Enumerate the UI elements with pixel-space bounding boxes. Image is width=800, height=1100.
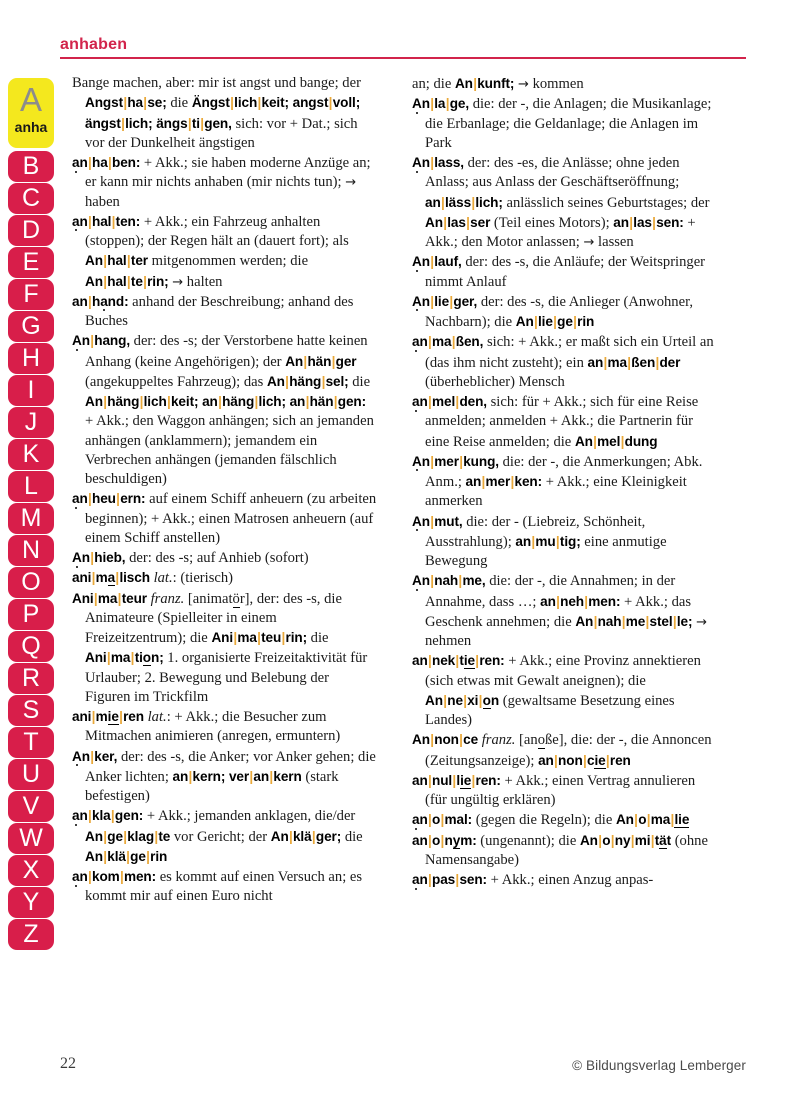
alphabet-tab-a[interactable] — [8, 78, 54, 148]
alphabet-tab-y[interactable] — [8, 887, 54, 918]
entry-anhang: An|hang, der: des -s; der Verstorbene hatte keinen Anhang (keine Angehörigen); der An|hän|ger (angekuppeltes Fahrzeug); das An|häng|sel; die An|häng|lich|keit; an|häng|lich; an|hän|gen: + Akk.; den Waggon anhängen; sich an jemanden anhängen (anklammern); jemandem ein Verbrechen anhängen (jemanden fälschlich beschuldigen) — [72, 333, 374, 487]
entry-anmelden: an|mel|den, sich: für + Akk.; sich für eine Reise anmelden; anmelden + Akk.; die Partnerin für eine Reise anmelden; die An|mel|dung — [412, 394, 699, 450]
entry-animalisch: ani|ma|lisch lat.: (tierisch) — [72, 570, 234, 587]
alphabet-tab-j[interactable] — [8, 407, 54, 438]
entry-anlage: An|la|ge, die: der -, die Anlagen; die Musikanlage; die Erbanlage; die Geldanlage; die Anlagen im Park — [412, 96, 712, 151]
alphabet-tab-sublabel: anha — [14, 119, 48, 135]
entry-animieren: ani|mie|ren lat.: + Akk.; die Besucher zum Mitmachen animieren (anregen, ermuntern) — [72, 709, 341, 745]
alphabet-tab-letter: G — [21, 312, 41, 340]
alphabet-tab-letter: D — [21, 216, 41, 244]
alphabet-tab-strip[interactable] — [8, 78, 54, 951]
dictionary-column-left — [72, 74, 377, 907]
alphabet-tab-q[interactable] — [8, 631, 54, 662]
page-number: 22 — [60, 1055, 76, 1072]
alphabet-tab-letter: T — [23, 728, 39, 756]
alphabet-tab-g[interactable] — [8, 311, 54, 342]
entry-continuation-angst: Bange machen, aber: mir ist angst und bange; der Angst|ha|se; die Ängst|lich|keit; angst|voll; ängst|lich; ängs|ti|gen, sich: vor + Dat.; sich vor der Dunkelheit ängstigen — [72, 75, 361, 151]
alphabet-tab-letter: R — [21, 664, 41, 692]
alphabet-tab-p[interactable] — [8, 599, 54, 630]
alphabet-tab-letter: Y — [22, 888, 40, 916]
alphabet-tab-w[interactable] — [8, 823, 54, 854]
alphabet-tab-letter: S — [22, 696, 40, 724]
entry-anomal: an|o|mal: (gegen die Regeln); die An|o|ma|lie — [412, 812, 690, 829]
entry-annullieren: an|nul|lie|ren: + Akk.; einen Vertrag annulieren (für ungültig erklären) — [412, 772, 696, 808]
entry-anmerkung: An|mer|kung, die: der -, die Anmerkungen; Abk. Anm.; an|mer|ken: + Akk.; eine Kleinigkeit anmerken — [412, 453, 703, 510]
alphabet-tab-letter: N — [21, 536, 41, 564]
entry-anpassen: an|pas|sen: + Akk.; einen Anzug anpas- — [412, 872, 654, 888]
entry-anlieger: An|lie|ger, der: des -s, die Anlieger (Anwohner, Nachbarn); die An|lie|ge|rin — [412, 293, 693, 330]
alphabet-tab-letter: J — [24, 408, 38, 436]
alphabet-tab-letter: V — [22, 792, 40, 820]
alphabet-tab-u[interactable] — [8, 759, 54, 790]
page-header — [60, 36, 746, 59]
alphabet-tab-v[interactable] — [8, 791, 54, 822]
entry-annektieren: an|nek|tie|ren: + Akk.; eine Provinz annektieren (sich etwas mit Gewalt aneignen); die An|ne|xi|on (gewaltsame Besetzung eines Landes) — [412, 653, 701, 728]
alphabet-tab-n[interactable] — [8, 535, 54, 566]
alphabet-tab-s[interactable] — [8, 695, 54, 726]
alphabet-tab-letter: Q — [21, 632, 41, 660]
alphabet-tab-h[interactable] — [8, 343, 54, 374]
dictionary-column-right — [412, 74, 717, 890]
entry-annahme: An|nah|me, die: der -, die Annahmen; in der Annahme, dass …; an|neh|men: + Akk.; das Geschenk annehmen; die An|nah|me|stel|le; → nehmen — [412, 573, 708, 649]
alphabet-tab-b[interactable] — [8, 151, 54, 182]
entry-anlauf: An|lauf, der: des -s, die Anläufe; der Weitspringer nimmt Anlauf — [412, 254, 706, 290]
alphabet-tab-z[interactable] — [8, 919, 54, 950]
entry-anhand: an|hand: anhand der Beschreibung; anhand des Buches — [72, 293, 354, 329]
alphabet-tab-i[interactable] — [8, 375, 54, 406]
alphabet-tab-r[interactable] — [8, 663, 54, 694]
header-rule — [60, 57, 746, 59]
alphabet-tab-letter: B — [22, 152, 40, 180]
entry-anker: An|ker, der: des -s, die Anker; vor Anker gehen; die Anker lichten; an|kern; ver|an|kern (stark befestigen) — [72, 748, 376, 804]
alphabet-tab-letter: H — [21, 344, 41, 372]
alphabet-tab-letter: F — [23, 280, 39, 308]
entry-animateur: Ani|ma|teur franz. [animatör], der: des -s, die Animateure (Spielleiter in einem Freizeitzentrum); die Ani|ma|teu|rin; die Ani|ma|tion; 1. organisierte Freizeitaktivität für Urlauber; 2. Bewegung und Belebung der Figuren im Trickfilm — [72, 590, 368, 705]
entry-anhieb: An|hieb, der: des -s; auf Anhieb (sofort) — [72, 550, 309, 566]
alphabet-tab-letter: W — [19, 824, 43, 852]
alphabet-tab-letter: U — [21, 760, 41, 788]
entry-anmassen: an|ma|ßen, sich: + Akk.; er maßt sich ein Urteil an (das ihm nicht zusteht); ein an|ma|ßen|der (überheblicher) Mensch — [412, 334, 714, 390]
alphabet-tab-letter: M — [20, 504, 42, 532]
alphabet-tab-letter: Z — [23, 920, 39, 948]
alphabet-tab-letter: L — [24, 472, 38, 500]
entry-ankommen: an|kom|men: es kommt auf einen Versuch an; es kommt mir auf einen Euro nicht — [72, 869, 363, 905]
alphabet-tab-c[interactable] — [8, 183, 54, 214]
entry-anklagen: an|kla|gen: + Akk.; jemanden anklagen, die/der An|ge|klag|te vor Gericht; der An|klä|ger; die An|klä|ge|rin — [72, 808, 363, 864]
alphabet-tab-letter: P — [22, 600, 40, 628]
entry-anhalten: an|hal|ten: + Akk.; ein Fahrzeug anhalten (stoppen); der Regen hält an (dauert fort); als An|hal|ter mitgenommen werden; die An|hal|te|rin; → halten — [72, 213, 349, 290]
alphabet-tab-l[interactable] — [8, 471, 54, 502]
entry-anheuern: an|heu|ern: auf einem Schiff anheuern (zu arbeiten beginnen); + Akk.; einen Matrosen anheuern (auf einem Schiff anstellen) — [72, 491, 377, 546]
alphabet-tab-m[interactable] — [8, 503, 54, 534]
entry-anlass: An|lass, der: des -es, die Anlässe; ohne jeden Anlass; aus Anlass der Geschäftseröffnung; an|läss|lich; anlässlich seines Geburtstages; der An|las|ser (Teil eines Motors); an|las|sen: + Akk.; den Motor anlassen; → lassen — [412, 155, 710, 250]
entry-anhaben: an|ha|ben: + Akk.; sie haben moderne Anzüge an; er kann mir nichts anhaben (mir nichts tun); → haben — [72, 155, 371, 210]
alphabet-tab-letter: E — [22, 248, 40, 276]
entry-continuation-ankommen: an; die An|kunft; → kommen — [412, 76, 584, 92]
alphabet-tab-t[interactable] — [8, 727, 54, 758]
copyright-notice: © Bildungsverlag Lemberger — [572, 1058, 746, 1073]
alphabet-tab-e[interactable] — [8, 247, 54, 278]
entry-anmut: An|mut, die: der - (Liebreiz, Schönheit, Ausstrahlung); an|mu|tig; eine anmutige Bewegung — [412, 513, 667, 569]
alphabet-tab-letter: C — [21, 184, 41, 212]
entry-anonym: an|o|nym: (ungenannt); die An|o|ny|mi|tät (ohne Namensangabe) — [412, 832, 708, 868]
alphabet-tab-f[interactable] — [8, 279, 54, 310]
alphabet-tab-k[interactable] — [8, 439, 54, 470]
alphabet-tab-letter: O — [21, 568, 41, 596]
alphabet-tab-letter: X — [22, 856, 40, 884]
alphabet-tab-letter: I — [27, 376, 35, 404]
alphabet-tab-letter: A — [19, 81, 42, 118]
alphabet-tab-d[interactable] — [8, 215, 54, 246]
alphabet-tab-letter: K — [22, 440, 40, 468]
entry-annonce: An|non|ce franz. [anoße], die: der -, die Annoncen (Zeitungsanzeige); an|non|cie|ren — [412, 732, 712, 769]
alphabet-tab-o[interactable] — [8, 567, 54, 598]
running-head: anhaben — [60, 36, 128, 53]
alphabet-tab-x[interactable] — [8, 855, 54, 886]
